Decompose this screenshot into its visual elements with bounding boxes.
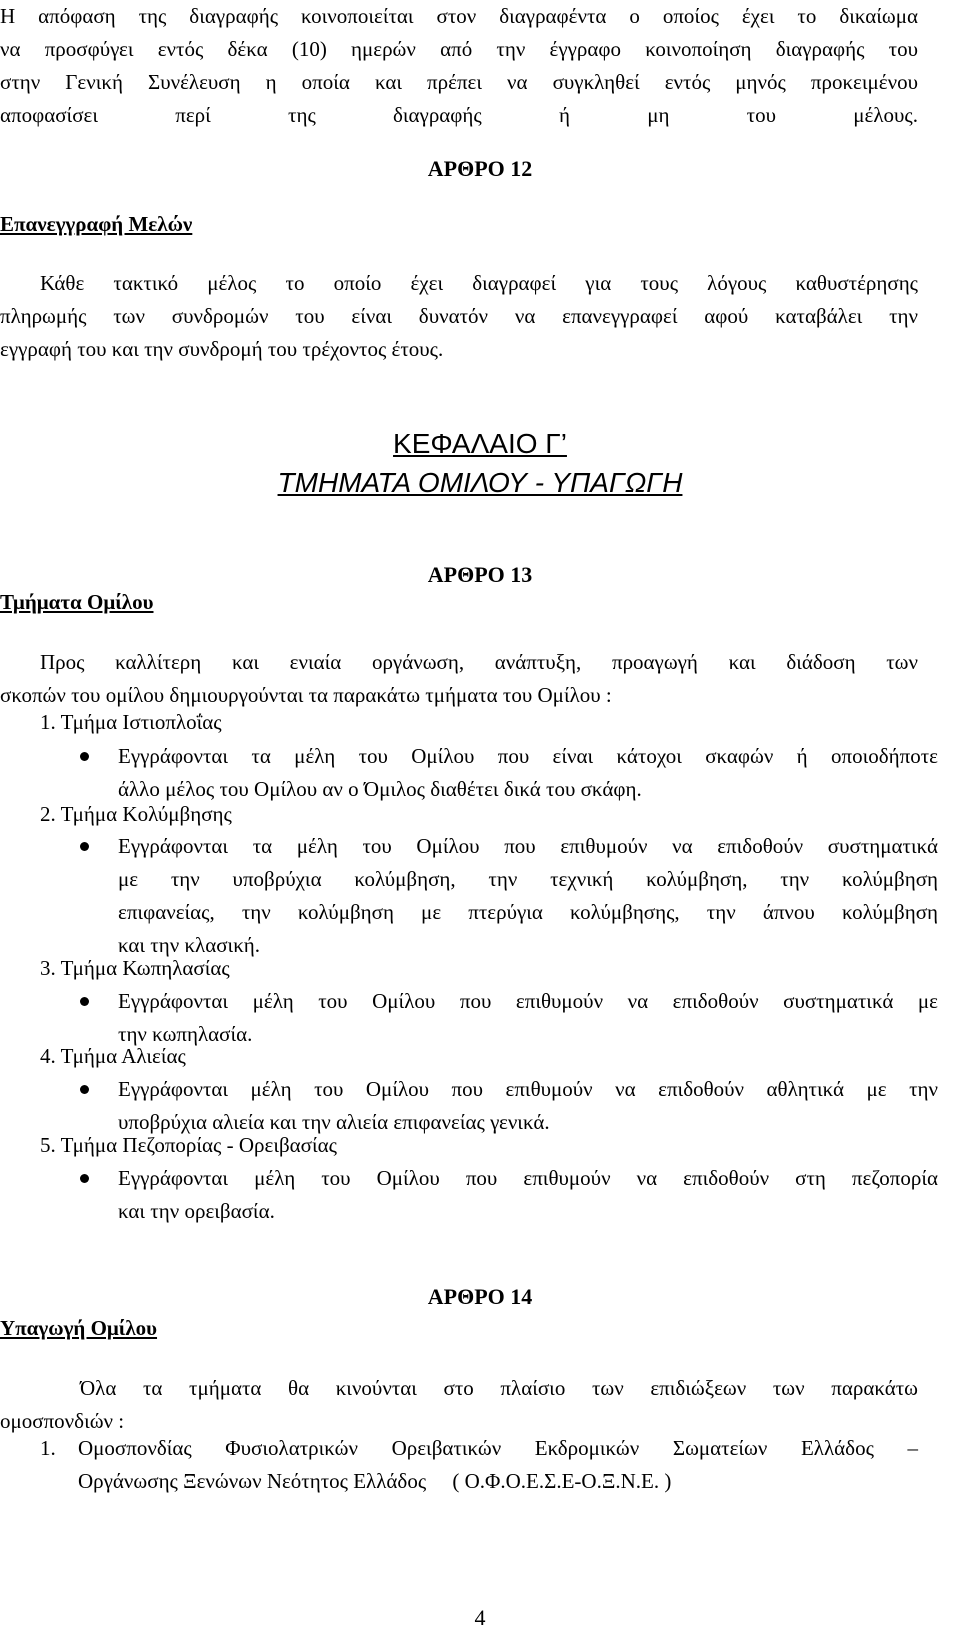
department-description: [80, 830, 938, 962]
bullet-icon: [80, 842, 89, 851]
article-12-heading: ΑΡΘΡΟ 12: [427, 156, 533, 181]
article-12-line: εγγραφή του και την συνδρομή του τρέχοντος έτους.: [0, 337, 444, 361]
article-14-intro: [0, 1372, 918, 1438]
article-12-side-title: Επανεγγραφή Μελών: [0, 212, 193, 236]
article-14-intro-line: Όλα τα τμήματα θα κινούνται στο πλαίσιο των επιδιώξεων των παρακάτω: [80, 1376, 918, 1400]
department-description-line: υποβρύχια αλιεία και την αλιεία επιφανείας γενικά.: [118, 1110, 550, 1134]
intro-line: αποφασίσει περί της διαγραφής ή μη του μέλους.: [0, 103, 918, 127]
chapter-subtitle: ΤΜΗΜΑΤΑ ΟΜΙΛΟΥ - ΥΠΑΓΩΓΗ: [277, 467, 683, 498]
article-13-intro: [0, 646, 918, 712]
intro-line: Η απόφαση της διαγραφής κοινοποιείται στον διαγραφέντα ο οποίος έχει το δικαίωμα: [0, 4, 918, 28]
article-13-intro-line: σκοπών του ομίλου δημιουργούνται τα παρακάτω τμήματα του Ομίλου :: [0, 683, 612, 707]
department-description-line: και την ορειβασία.: [118, 1199, 275, 1223]
chapter-title: ΚΕΦΑΛΑΙΟ Γ’: [393, 428, 567, 459]
department-description-line: Εγγράφονται τα μέλη του Ομίλου που επιθυμούν να επιδοθούν συστηματικά: [118, 834, 938, 858]
article-14-heading: ΑΡΘΡΟ 14: [427, 1284, 533, 1309]
department-description: [80, 1162, 938, 1228]
intro-paragraph: [0, 0, 918, 132]
department-description-line: με την υποβρύχια κολύμβηση, την τεχνική κολύμβηση, την κολύμβηση: [118, 867, 938, 891]
federation-number: 1.: [40, 1436, 56, 1460]
intro-line: στην Γενική Συνέλευση η οποία και πρέπει να συγκληθεί εντός μηνός προκειμένου: [0, 70, 918, 94]
department-description-line: την κωπηλασία.: [118, 1022, 253, 1046]
bullet-icon: [80, 997, 89, 1006]
article-12-line: Κάθε τακτικό μέλος το οποίο έχει διαγραφεί για τους λόγους καθυστέρησης: [40, 271, 918, 295]
article-13-heading: ΑΡΘΡΟ 13: [427, 562, 533, 587]
department-description-line: Εγγράφονται τα μέλη του Ομίλου που είναι κάτοχοι σκαφών ή οποιοδήποτε: [118, 744, 938, 768]
page-number: 4: [474, 1605, 486, 1630]
article-12-paragraph: [0, 267, 918, 366]
article-14-side-title: Υπαγωγή Ομίλου: [0, 1316, 158, 1340]
bullet-icon: [80, 1174, 89, 1183]
department-description: [80, 740, 938, 806]
bullet-icon: [80, 1085, 89, 1094]
department-label: 1. Τμήμα Ιστιοπλοΐας: [40, 710, 222, 734]
department-description: [80, 985, 938, 1051]
department-description-line: Εγγράφονται μέλη του Ομίλου που επιθυμούν να επιδοθούν αθλητικά με την: [118, 1077, 938, 1101]
federation-line: Ομοσπονδίας Φυσιολατρικών Ορειβατικών Εκδρομικών Σωματείων Ελλάδος –: [78, 1436, 918, 1460]
department-label: 2. Τμήμα Κολύμβησης: [40, 802, 232, 826]
article-14-intro-line: ομοσπονδιών :: [0, 1409, 125, 1433]
department-description-line: άλλο μέλος του Ομίλου αν ο Όμιλος διαθέτει δικά του σκάφη.: [118, 777, 642, 801]
intro-line: να προσφύγει εντός δέκα (10) ημερών από την έγγραφο κοινοποίηση διαγραφής του: [0, 37, 918, 61]
bullet-icon: [80, 752, 89, 761]
department-label: 3. Τμήμα Κωπηλασίας: [40, 956, 230, 980]
article-13-intro-line: Προς καλλίτερη και ενιαία οργάνωση, ανάπτυξη, προαγωγή και διάδοση των: [40, 650, 918, 674]
federation-line: Οργάνωσης Ξενώνων Νεότητος Ελλάδος ( Ο.Φ.Ο.Ε.Σ.Ε-Ο.Ξ.Ν.Ε. ): [78, 1469, 672, 1493]
department-label: 4. Τμήμα Αλιείας: [40, 1044, 186, 1068]
article-12-line: πληρωμής των συνδρομών του είναι δυνατόν να επανεγγραφεί αφού καταβάλει την: [0, 304, 918, 328]
department-description-line: επιφανείας, την κολύμβηση με πτερύγια κολύμβησης, την άπνου κολύμβηση: [118, 900, 938, 924]
department-description-line: Εγγράφονται μέλη του Ομίλου που επιθυμούν να επιδοθούν στη πεζοπορία: [118, 1166, 938, 1190]
department-label: 5. Τμήμα Πεζοπορίας - Ορειβασίας: [40, 1133, 337, 1157]
article-13-side-title: Τμήματα Ομίλου: [0, 590, 154, 614]
department-description-line: Εγγράφονται μέλη του Ομίλου που επιθυμούν να επιδοθούν συστηματικά με: [118, 989, 938, 1013]
department-description-line: και την κλασική.: [118, 933, 261, 957]
